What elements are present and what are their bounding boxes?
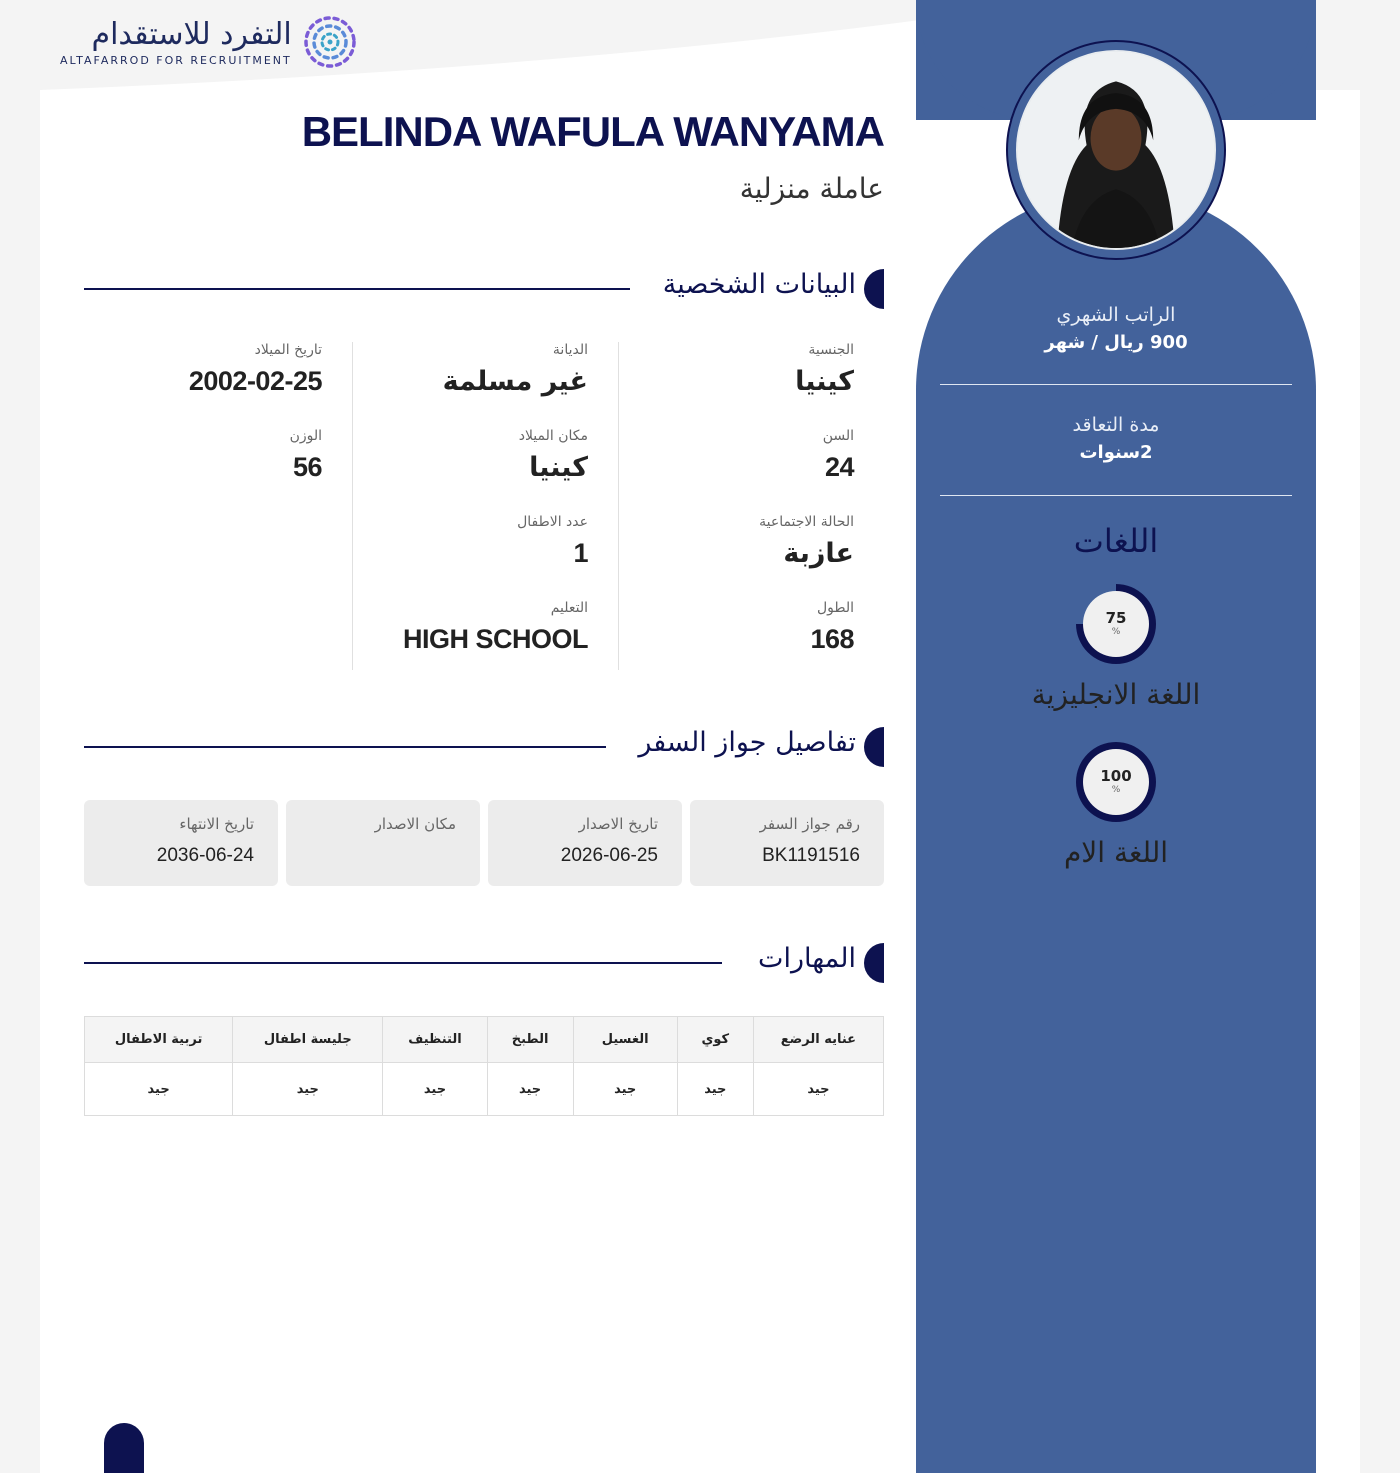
section-title: البيانات الشخصية: [662, 269, 856, 300]
section-tab: [864, 943, 884, 983]
field-label: الجنسية: [808, 342, 854, 358]
field-label: عدد الاطفال: [517, 514, 588, 530]
contract-block: [940, 414, 1292, 463]
table-header-cell: تربية الاطفال: [85, 1017, 233, 1063]
table-cell: جيد: [487, 1063, 573, 1116]
field-label: مكان الميلاد: [518, 428, 588, 444]
sidebar-divider: [940, 384, 1292, 385]
section-header-personal: [84, 269, 884, 309]
section-header-skills: [84, 943, 884, 983]
table-header-cell: الغسيل: [573, 1017, 677, 1063]
skills-table: [84, 1016, 884, 1116]
section-tab: [864, 727, 884, 767]
field-birthplace: [322, 428, 588, 514]
field-value: 56: [292, 452, 322, 482]
table-header-cell: عنايه الرضع: [753, 1017, 883, 1063]
field-education: [322, 600, 588, 686]
field-value: HIGH SCHOOL: [402, 624, 588, 654]
card-label: مكان الاصدار: [374, 815, 456, 833]
field-value: 168: [810, 624, 854, 654]
field-label: الحالة الاجتماعية: [759, 514, 854, 530]
section-title: تفاصيل جواز السفر: [638, 727, 856, 758]
passport-number-card: [690, 800, 884, 886]
table-header-cell: التنظيف: [383, 1017, 487, 1063]
contract-value: 2سنوات: [1079, 442, 1153, 463]
section-tab: [864, 269, 884, 309]
card-value: BK1191516: [762, 845, 860, 866]
field-value: 1: [573, 538, 588, 568]
field-label: الطول: [816, 600, 854, 616]
table-cell: جيد: [233, 1063, 383, 1116]
brand-logo[interactable]: [60, 14, 358, 70]
candidate-name: BELINDA WAFULA WANYAMA: [301, 108, 884, 155]
table-cell: جيد: [383, 1063, 487, 1116]
table-cell: جيد: [573, 1063, 677, 1116]
salary-block: [940, 304, 1292, 353]
language-progress-ring: [1076, 742, 1156, 822]
brand-name-en: ALTAFARROD FOR RECRUITMENT: [60, 53, 292, 67]
field-label: الوزن: [289, 428, 322, 444]
section-title: المهارات: [758, 943, 856, 974]
field-age: [588, 428, 854, 514]
field-value: 2002-02-25: [188, 366, 322, 396]
table-cell: جيد: [85, 1063, 233, 1116]
language-name: اللغة الانجليزية: [1031, 678, 1201, 711]
field-value: كينيا: [795, 366, 854, 397]
language-progress-ring: [1076, 584, 1156, 664]
card-value: 2036-06-24: [156, 845, 254, 866]
language-percent: 100: [1100, 767, 1132, 785]
brand-name-ar: التفرد للاستقدام: [91, 16, 292, 52]
personal-column-3: [56, 342, 322, 514]
table-header-cell: كوي: [677, 1017, 753, 1063]
passport-issue-date-card: [488, 800, 682, 886]
field-nationality: [588, 342, 854, 428]
section-divider: [84, 288, 630, 290]
field-value: غير مسلمة: [442, 366, 588, 397]
field-marital-status: [588, 514, 854, 600]
section-divider: [84, 746, 606, 748]
card-value: 2026-06-25: [560, 845, 658, 866]
field-value: عازبة: [783, 538, 854, 569]
personal-column-2: [322, 342, 588, 686]
salary-value: 900 ريال / شهر: [1044, 332, 1188, 353]
field-value: 24: [824, 452, 854, 482]
language-name: اللغة الام: [1063, 836, 1169, 869]
percent-sign: %: [1111, 785, 1121, 795]
contract-label: مدة التعاقد: [1072, 414, 1160, 436]
decorative-tab: [104, 1423, 144, 1473]
brand-mark-icon: [302, 14, 358, 70]
table-header-row: [85, 1017, 884, 1063]
table-header-cell: جليسة اطفال: [233, 1017, 383, 1063]
section-header-passport: [84, 727, 884, 767]
field-religion: [322, 342, 588, 428]
personal-column-1: [588, 342, 854, 686]
table-cell: جيد: [753, 1063, 883, 1116]
field-weight: [56, 428, 322, 514]
card-label: رقم جواز السفر: [759, 815, 860, 833]
card-label: تاريخ الانتهاء: [179, 815, 254, 833]
candidate-photo-frame: [1006, 40, 1226, 260]
column-divider: [618, 342, 619, 670]
field-height: [588, 600, 854, 686]
salary-label: الراتب الشهري: [1056, 304, 1176, 326]
language-percent: 75: [1105, 609, 1127, 627]
table-cell: جيد: [677, 1063, 753, 1116]
section-divider: [84, 962, 722, 964]
column-divider: [352, 342, 353, 670]
passport-issue-place-card: [286, 800, 480, 886]
job-title: عاملة منزلية: [739, 172, 884, 205]
field-value: كينيا: [529, 452, 588, 483]
field-label: تاريخ الميلاد: [254, 342, 322, 358]
table-row: [85, 1063, 884, 1116]
passport-expiry-card: [84, 800, 278, 886]
person-avatar-icon: [1018, 52, 1214, 248]
field-label: التعليم: [550, 600, 588, 616]
percent-sign: %: [1111, 627, 1121, 637]
card-label: تاريخ الاصدار: [578, 815, 658, 833]
languages-title: اللغات: [1073, 522, 1159, 560]
field-children: [322, 514, 588, 600]
field-label: السن: [822, 428, 854, 444]
table-header-cell: الطبخ: [487, 1017, 573, 1063]
field-birthdate: [56, 342, 322, 428]
field-label: الديانة: [552, 342, 588, 358]
candidate-photo: [1016, 50, 1216, 250]
sidebar-divider: [940, 495, 1292, 496]
